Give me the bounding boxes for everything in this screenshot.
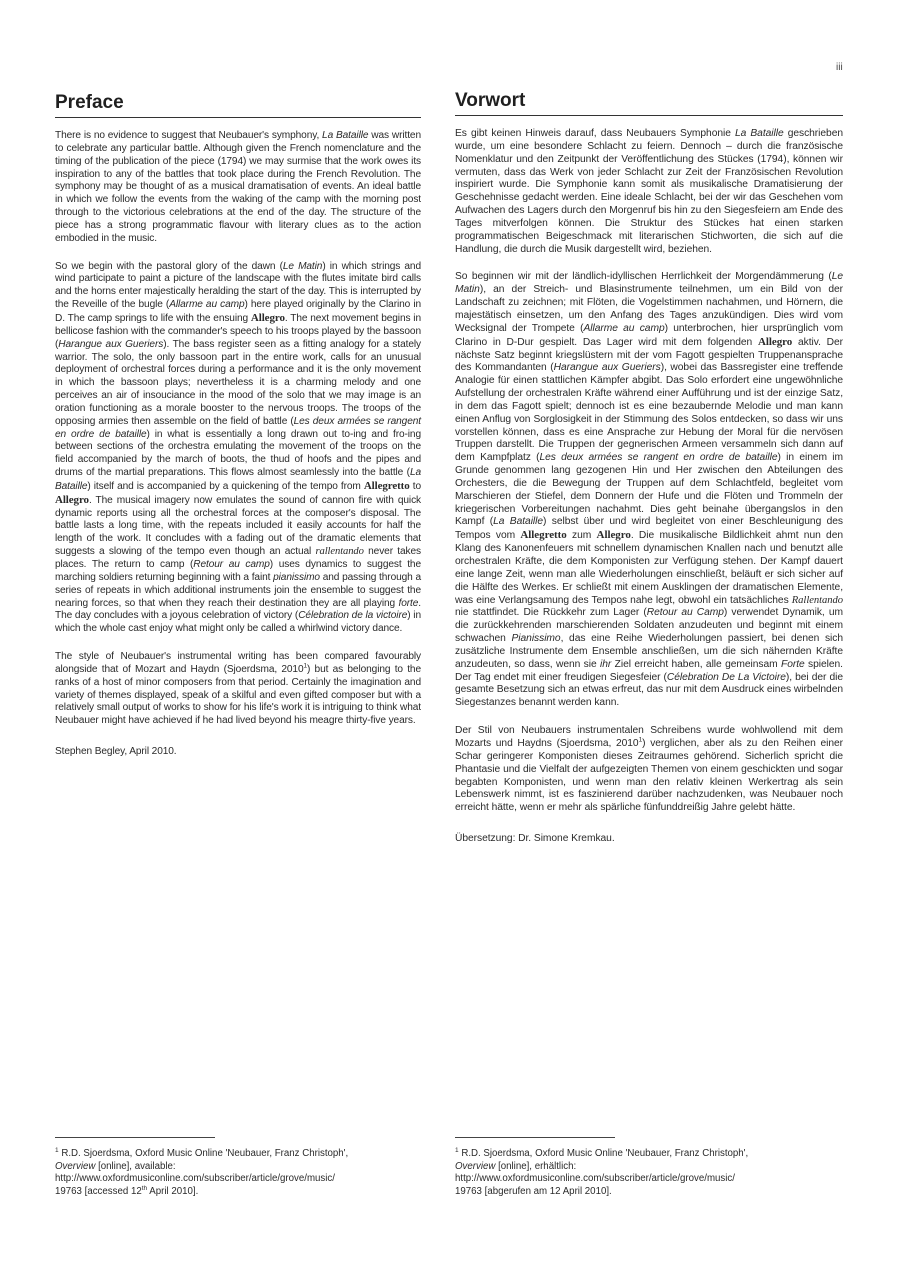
footnote-ref[interactable]: 1 [303, 662, 307, 670]
vorwort-paragraph-3: Der Stil von Neubauers instrumentalen Schreibens wurde wohlwollend mit dem Mozarts und Haydns (Sjoerdsma, 2010$^1$) verglichen, aber als zu den Reihen einer Schar geringerer Komponisten dieses Zeitraumes gehörend. Sicherlich spricht die Phantasie und die Vielfalt der aufgezeigten Themen von einem geschickten und sogar begabten Komponisten, und wenn man den relativ kleinen Werkertrag als sein Lebenswerk nimmt, ist es faszinierend darüber nachzudenken, was Neubauer noch erreicht hätte, wenn er mehr als spärliche fünfunddreißig Jahre gelebt hätte. [455, 725, 843, 814]
vorwort-paragraph-1: Es gibt keinen Hinweis darauf, dass Neubauers Symphonie La Bataille geschrieben wurde, um eine besondere Schlacht zu feiern. Dennoch – durch die französische Nomenklatur und den Zeitpunkt der Veröffentlichung des Stückes (1794), können wir vermuten, dass das Werk von jeder Schlacht zur Zeit der Französischen Revolution inspiriert wurde. Die Symphonie kann somit als musikalische Dramatisierung der Geschehnisse gedacht werden. Eine ideale Schlacht, bei der wir das Geschehen vom Aufwachen des Lagers durch den Morgenruf bis hin zu den Siegesfeiern am Ende des Tages mitverfolgen können. Die Struktur des Stückes hat einen starken programmatischen Beigeschmack mit literarischen Stichworten, die sich auf die Handlung, die durch die Musik dargestellt wird, beziehen. [455, 128, 844, 255]
vorwort-column [455, 92, 843, 861]
preface-paragraph-2: So we begin with the pastoral glory of the dawn (Le Matin) in which strings and wind participate to paint a picture of the landscape with the flutes imitate bird calls and the horns enter majestically heralding the start of the day. This is interrupted by the Reveille of the bugle (Allarme au camp) here played originally by the Clarino in D. The camp springs to life with the ensuing Allegro. The next movement begins in bellicose fashion with the commander's speech to his troops played by the bassoon (Harangue aux Gueriers). The bass register seen as a fitting analogy for a stately warrior. The solo, the only bassoon part in the entire work, calls for an unusual deployment of orchestral forces during a performance and it is the only movement in which the bassoon plays; nevertheless it is a charming melody and one perceives an air of insouciance in the mood of the solo that we may image is an oration functioning as a morale booster to the nervous troops. The troops of the opposing armies then assemble on the field of battle (Les deux armées se rangent en ordre de bataille) in what is essentially a long drawn out to-ing and fro-ing between sections of the orchestra emulating the movement of the troops on the field accompanied by the march of boots, the thud of hoofs and the pipes and drums of the martial preparations. This flows almost seamlessly into the battle (La Bataille) itself and is accompanied by a quickening of the tempo from Allegretto to Allegro. The musical imagery now emulates the sound of cannon fire with quick dynamic reports using all the orchestral forces at the composer's disposal. The battle lasts a long time, with the repeats included it easily accounts for half the length of the work. It concludes with a fading out of the dramatic elements that suggests a slowing of the tempo even though an actual rallentando never takes places. The return to camp (Retour au camp) uses dynamics to suggest the marching soldiers returning beginning with a faint pianissimo and passing through a series of repeats in which additional instruments join the ensemble to suggest the nearing forces, so that when they reach their destination they are all playing forte. The day concludes with a joyous celebration of victory (Célebration de la victoire) in which the whole cast enjoy what might only be called a whirlwind victory dance. [55, 260, 422, 635]
preface-paragraph-1: There is no evidence to suggest that Neubauer's symphony, La Bataille was written to celebrate any particular battle. Although given the French nomenclature and the timing of the publication of the piece (1794) we may surmise that the work owes its inspiration to any of the battles that took place during the French Revolution. The symphony may be thought of as a musical dramatisation of events. An ideal battle in which we follow the events from the waking of the camp with the morning post through to the victorious celebrations at the end of the day. The structure of the piece has a strong programmatic flavour with literary clues as to the action embodied in the music. [55, 130, 421, 244]
vorwort-footnote: $^1$ R.D. Sjoerdsma, Oxford Music Online 'Neubauer, Franz Christoph', Overview [online], erhältlich: http://www.oxfordmusiconline.com/subscriber/article/grove/music/ 19763 [abgerufen am 12 April 2010]. [455, 1137, 843, 1198]
footnote-rule [455, 1137, 615, 1138]
footnote-marker: 1 [55, 1146, 59, 1154]
preface-heading: Preface [55, 92, 421, 118]
vorwort-translator: Übersetzung: Dr. Simone Kremkau. [455, 833, 615, 845]
vorwort-body [455, 128, 843, 846]
vorwort-paragraph-2: So beginnen wir mit der ländlich-idyllischen Herrlichkeit der Morgendämmerung (Le Matin), an der Streich- und Blasinstrumente teilnehmen, um ein Bild von der Landschaft zu zeichnen; mit Flöten, die Vogelstimmen nachahmen, und Hörnern, die majestätisch einsetzen, um den Anfang des Tages anzukündigen. Dies wird vom Wecksignal der Trompete (Allarme au camp) unterbrochen, hier ursprünglich vom Clarino in D-Dur gespielt. Das Lager wird mit dem folgenden Allegro aktiv. Der nächste Satz beginnt kriegslüstern mit der vom Fagott gespielten Truppenansprache des Kommandanten (Harangue aux Gueriers), wobei das Bassregister eine treffende Analogie für einen stattlichen Kämpfer abgibt. Das Solo erfordert eine ungewöhnliche Aufstellung der orchestralen Kräfte während einer Aufführung und ist der einzige Satz, in dem das Fagott spielt; dennoch ist es eine bezaubernde Melodie und man kann einen Anflug von Sorglosigkeit in der Stimmung des Solos entdecken, so dass wir uns vorstellen können, dass es eine Ansprache zur Hebung der Moral für die nervösen Truppen darstellt. Die Truppen der gegnerischen Armeen versammeln sich dann auf dem Kampfplatz (Les deux armées se rangent en ordre de bataille) in einem im Grunde genommen lang gezogenen Hin und Her zwischen den Abteilungen des Orchesters, die die Bewegung der Truppen auf dem Schlachtfeld, begleitet vom Marschieren der Stiefel, dem Donnern der Hufe und die Flöten und Trommeln der kriegerischen Vorbereitungen nachahmt. Dies geht beinahe übergangslos in den Kampf (La Bataille) selbst über und wird begleitet von einer Beschleunigung des Tempos vom Allegretto zum Allegro. Die musikalische Bildlichkeit ahmt nun den Klang des Kanonenfeuers mit schnellem dynamischen Knallen nach und benutzt alle orchestralen Kräfte, die dem Komponisten zur Verfügung stehen. Der Kampf dauert eine lange Zeit, wenn man alle Wiederholungen einschließt, beläuft er sich sicher auf die Hälfte des Werkes. Er schließt mit einem Ausklingen der dramatischen Elemente, was eine Verlangsamung des Tempos nahe legt, obwohl ein tatsächliches Rallentando nie stattfindet. Die Rückkehr zum Lager (Retour au Camp) verwendet Dynamik, um die zurückkehrenden marschierenden Soldaten anzudeuten und beginnt mit einem schwachen Pianissimo, das eine Reihe Wiederholungen passiert, bei denen sich zusätzliche Instrumente dem Ensemble anschließen, um die sich nähernden Kräfte anzudeuten, so dass, wenn sie ihr Ziel erreicht haben, alle gemeinsam Forte spielen. Der Tag endet mit einer freudigen Siegesfeier (Célebration De La Victoire), bei der die gesamte Besetzung sich an etwas erfreut, das nur mit dem Ausdruck eines wirbelnden Siegestanzes benannt werden kann. [455, 271, 844, 709]
footnote-ref[interactable]: 1 [638, 736, 643, 744]
preface-signature: Stephen Begley, April 2010. [55, 746, 177, 758]
footnote-link[interactable]: http://www.oxfordmusiconline.com/subscriber/article/grove/music/ [455, 1173, 735, 1185]
preface-column [55, 92, 421, 774]
preface-body [55, 130, 421, 759]
page-number: iii [836, 62, 843, 73]
footnote-marker: 1 [455, 1146, 459, 1154]
footnote-rule [55, 1137, 215, 1138]
footnote-link[interactable]: http://www.oxfordmusiconline.com/subscriber/article/grove/music/ [55, 1173, 335, 1185]
preface-footnote: $^1$ R.D. Sjoerdsma, Oxford Music Online 'Neubauer, Franz Christoph', Overview [online], available: http://www.oxfordmusiconline.com/subscriber/article/grove/music/ 19763 [accessed 12th April 2010]. [55, 1137, 421, 1198]
preface-paragraph-3: The style of Neubauer's instrumental writing has been compared favourably alongside that of Mozart and Haydn (Sjoerdsma, 2010$^1$) but as belonging to the ranks of a host of minor composers from that period. Certainly the imagination and variety of themes displayed, speak of a skilful and even gifted composer but with a relatively small output of works to show for his life's work it is intriguing to think what Neubauer might have achieved if he had lived beyond his meagre thirty-five years. [55, 651, 421, 727]
vorwort-heading: Vorwort [455, 90, 843, 116]
